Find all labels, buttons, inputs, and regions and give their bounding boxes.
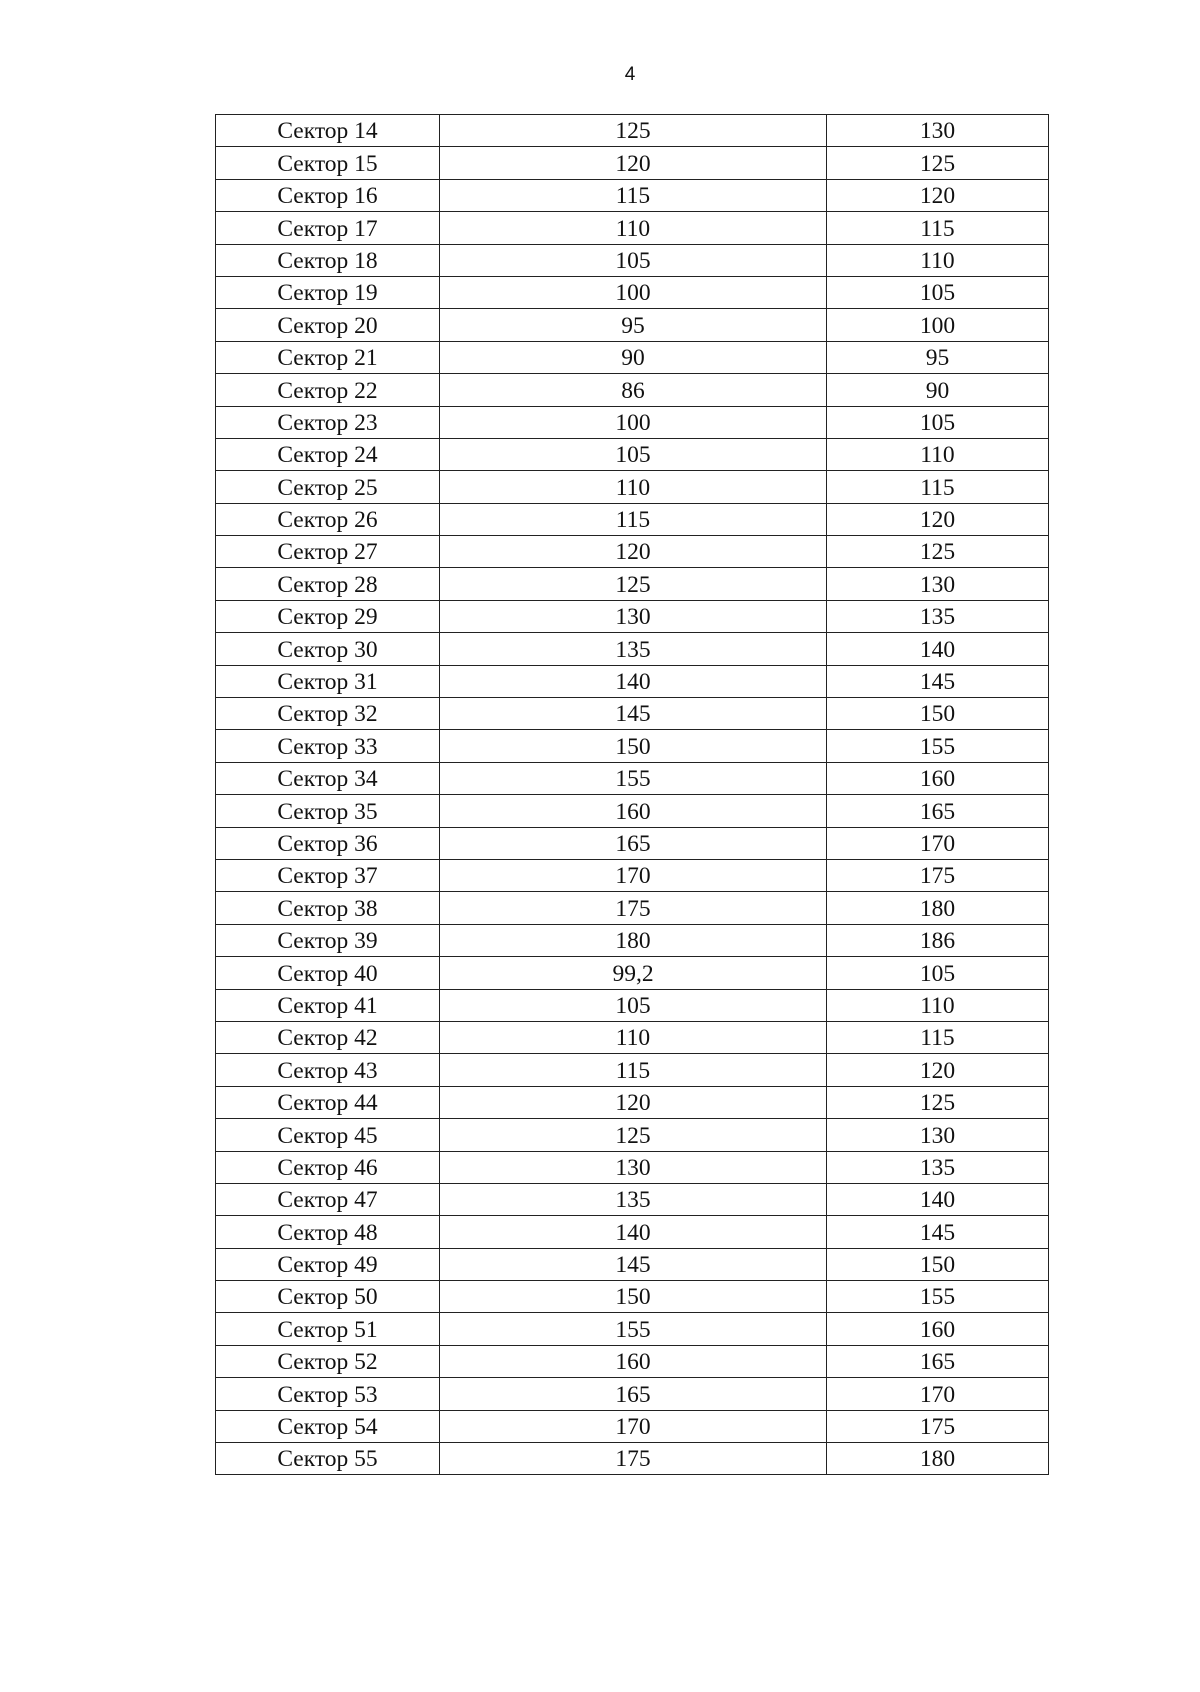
- value-cell-1: 175: [440, 1443, 827, 1475]
- value-cell-2: 175: [827, 859, 1049, 891]
- table-row: [216, 309, 1049, 341]
- value-cell-1: 155: [440, 1313, 827, 1345]
- value-cell-1: 120: [440, 536, 827, 568]
- table-row: [216, 471, 1049, 503]
- value-cell-1: 99,2: [440, 957, 827, 989]
- sector-name-cell: Сектор 31: [216, 665, 440, 697]
- table-row: [216, 147, 1049, 179]
- sector-name-cell: Сектор 37: [216, 859, 440, 891]
- value-cell-1: 100: [440, 276, 827, 308]
- value-cell-2: 155: [827, 1281, 1049, 1313]
- sector-name-cell: Сектор 23: [216, 406, 440, 438]
- value-cell-2: 105: [827, 957, 1049, 989]
- sector-name-cell: Сектор 16: [216, 179, 440, 211]
- sector-table: [215, 114, 1049, 1475]
- value-cell-1: 180: [440, 924, 827, 956]
- value-cell-2: 110: [827, 989, 1049, 1021]
- table-row: [216, 1313, 1049, 1345]
- value-cell-1: 105: [440, 989, 827, 1021]
- table-row: [216, 665, 1049, 697]
- value-cell-2: 170: [827, 1378, 1049, 1410]
- value-cell-2: 145: [827, 1216, 1049, 1248]
- sector-name-cell: Сектор 47: [216, 1183, 440, 1215]
- sector-name-cell: Сектор 53: [216, 1378, 440, 1410]
- table-row: [216, 438, 1049, 470]
- value-cell-1: 105: [440, 244, 827, 276]
- table-row: [216, 276, 1049, 308]
- value-cell-1: 86: [440, 374, 827, 406]
- value-cell-1: 160: [440, 795, 827, 827]
- value-cell-2: 120: [827, 1054, 1049, 1086]
- value-cell-1: 145: [440, 1248, 827, 1280]
- table-row: [216, 924, 1049, 956]
- table-row: [216, 762, 1049, 794]
- sector-name-cell: Сектор 55: [216, 1443, 440, 1475]
- value-cell-2: 165: [827, 1345, 1049, 1377]
- value-cell-2: 135: [827, 1151, 1049, 1183]
- table-row: [216, 892, 1049, 924]
- sector-name-cell: Сектор 48: [216, 1216, 440, 1248]
- value-cell-2: 175: [827, 1410, 1049, 1442]
- table-row: [216, 1216, 1049, 1248]
- table-row: [216, 600, 1049, 632]
- sector-name-cell: Сектор 32: [216, 698, 440, 730]
- table-row: [216, 633, 1049, 665]
- value-cell-1: 115: [440, 179, 827, 211]
- value-cell-1: 130: [440, 600, 827, 632]
- value-cell-2: 155: [827, 730, 1049, 762]
- value-cell-1: 105: [440, 438, 827, 470]
- value-cell-2: 160: [827, 1313, 1049, 1345]
- value-cell-2: 120: [827, 503, 1049, 535]
- value-cell-1: 175: [440, 892, 827, 924]
- sector-name-cell: Сектор 50: [216, 1281, 440, 1313]
- table-row: [216, 179, 1049, 211]
- table-row: [216, 1054, 1049, 1086]
- value-cell-1: 155: [440, 762, 827, 794]
- table-row: [216, 244, 1049, 276]
- table-row: [216, 859, 1049, 891]
- sector-name-cell: Сектор 44: [216, 1086, 440, 1118]
- table-row: [216, 1248, 1049, 1280]
- value-cell-2: 115: [827, 212, 1049, 244]
- value-cell-2: 130: [827, 1119, 1049, 1151]
- value-cell-1: 145: [440, 698, 827, 730]
- value-cell-2: 115: [827, 471, 1049, 503]
- sector-name-cell: Сектор 42: [216, 1021, 440, 1053]
- value-cell-2: 125: [827, 147, 1049, 179]
- value-cell-1: 135: [440, 633, 827, 665]
- value-cell-1: 165: [440, 1378, 827, 1410]
- sector-name-cell: Сектор 26: [216, 503, 440, 535]
- sector-name-cell: Сектор 40: [216, 957, 440, 989]
- sector-name-cell: Сектор 41: [216, 989, 440, 1021]
- sector-name-cell: Сектор 54: [216, 1410, 440, 1442]
- value-cell-2: 160: [827, 762, 1049, 794]
- value-cell-1: 130: [440, 1151, 827, 1183]
- value-cell-1: 115: [440, 1054, 827, 1086]
- value-cell-1: 165: [440, 827, 827, 859]
- value-cell-2: 145: [827, 665, 1049, 697]
- table-row: [216, 568, 1049, 600]
- table-row: [216, 730, 1049, 762]
- sector-name-cell: Сектор 46: [216, 1151, 440, 1183]
- table-row: [216, 1443, 1049, 1475]
- table-row: [216, 1281, 1049, 1313]
- table-row: [216, 1410, 1049, 1442]
- table-row: [216, 406, 1049, 438]
- value-cell-1: 150: [440, 1281, 827, 1313]
- value-cell-1: 140: [440, 665, 827, 697]
- value-cell-2: 180: [827, 892, 1049, 924]
- table-row: [216, 115, 1049, 147]
- value-cell-2: 105: [827, 406, 1049, 438]
- page-number: 4: [624, 64, 636, 85]
- value-cell-1: 95: [440, 309, 827, 341]
- value-cell-2: 140: [827, 1183, 1049, 1215]
- value-cell-1: 120: [440, 1086, 827, 1118]
- table-row: [216, 536, 1049, 568]
- sector-name-cell: Сектор 38: [216, 892, 440, 924]
- table-row: [216, 1021, 1049, 1053]
- value-cell-2: 150: [827, 698, 1049, 730]
- sector-name-cell: Сектор 27: [216, 536, 440, 568]
- sector-name-cell: Сектор 35: [216, 795, 440, 827]
- value-cell-1: 110: [440, 212, 827, 244]
- value-cell-2: 130: [827, 568, 1049, 600]
- value-cell-1: 125: [440, 1119, 827, 1151]
- table-row: [216, 374, 1049, 406]
- value-cell-2: 95: [827, 341, 1049, 373]
- value-cell-1: 125: [440, 115, 827, 147]
- sector-name-cell: Сектор 36: [216, 827, 440, 859]
- value-cell-1: 90: [440, 341, 827, 373]
- sector-name-cell: Сектор 30: [216, 633, 440, 665]
- value-cell-2: 165: [827, 795, 1049, 827]
- value-cell-1: 125: [440, 568, 827, 600]
- value-cell-2: 120: [827, 179, 1049, 211]
- value-cell-2: 125: [827, 1086, 1049, 1118]
- value-cell-1: 110: [440, 471, 827, 503]
- table-row: [216, 1378, 1049, 1410]
- value-cell-2: 110: [827, 438, 1049, 470]
- table-row: [216, 957, 1049, 989]
- table-row: [216, 1345, 1049, 1377]
- sector-name-cell: Сектор 29: [216, 600, 440, 632]
- value-cell-2: 135: [827, 600, 1049, 632]
- sector-name-cell: Сектор 21: [216, 341, 440, 373]
- value-cell-2: 150: [827, 1248, 1049, 1280]
- value-cell-2: 105: [827, 276, 1049, 308]
- value-cell-2: 180: [827, 1443, 1049, 1475]
- sector-name-cell: Сектор 22: [216, 374, 440, 406]
- value-cell-1: 170: [440, 859, 827, 891]
- table-row: [216, 1151, 1049, 1183]
- sector-name-cell: Сектор 20: [216, 309, 440, 341]
- value-cell-1: 135: [440, 1183, 827, 1215]
- table-row: [216, 698, 1049, 730]
- sector-name-cell: Сектор 15: [216, 147, 440, 179]
- value-cell-1: 115: [440, 503, 827, 535]
- sector-name-cell: Сектор 19: [216, 276, 440, 308]
- table-row: [216, 989, 1049, 1021]
- value-cell-1: 170: [440, 1410, 827, 1442]
- sector-name-cell: Сектор 24: [216, 438, 440, 470]
- value-cell-1: 110: [440, 1021, 827, 1053]
- value-cell-2: 90: [827, 374, 1049, 406]
- sector-name-cell: Сектор 49: [216, 1248, 440, 1280]
- sector-name-cell: Сектор 33: [216, 730, 440, 762]
- table-row: [216, 212, 1049, 244]
- sector-name-cell: Сектор 18: [216, 244, 440, 276]
- value-cell-2: 110: [827, 244, 1049, 276]
- sector-name-cell: Сектор 14: [216, 115, 440, 147]
- sector-name-cell: Сектор 51: [216, 1313, 440, 1345]
- sector-name-cell: Сектор 28: [216, 568, 440, 600]
- table-body: [216, 115, 1049, 1475]
- table-row: [216, 1119, 1049, 1151]
- table-row: [216, 503, 1049, 535]
- value-cell-2: 186: [827, 924, 1049, 956]
- sector-name-cell: Сектор 25: [216, 471, 440, 503]
- value-cell-2: 100: [827, 309, 1049, 341]
- table-row: [216, 341, 1049, 373]
- sector-name-cell: Сектор 45: [216, 1119, 440, 1151]
- value-cell-1: 100: [440, 406, 827, 438]
- sector-name-cell: Сектор 17: [216, 212, 440, 244]
- table-row: [216, 1086, 1049, 1118]
- value-cell-2: 170: [827, 827, 1049, 859]
- value-cell-1: 140: [440, 1216, 827, 1248]
- value-cell-1: 120: [440, 147, 827, 179]
- value-cell-2: 115: [827, 1021, 1049, 1053]
- value-cell-2: 130: [827, 115, 1049, 147]
- table-row: [216, 1183, 1049, 1215]
- value-cell-2: 125: [827, 536, 1049, 568]
- sector-name-cell: Сектор 52: [216, 1345, 440, 1377]
- sector-name-cell: Сектор 39: [216, 924, 440, 956]
- sector-name-cell: Сектор 43: [216, 1054, 440, 1086]
- value-cell-2: 140: [827, 633, 1049, 665]
- sector-name-cell: Сектор 34: [216, 762, 440, 794]
- value-cell-1: 150: [440, 730, 827, 762]
- table-row: [216, 795, 1049, 827]
- table-row: [216, 827, 1049, 859]
- value-cell-1: 160: [440, 1345, 827, 1377]
